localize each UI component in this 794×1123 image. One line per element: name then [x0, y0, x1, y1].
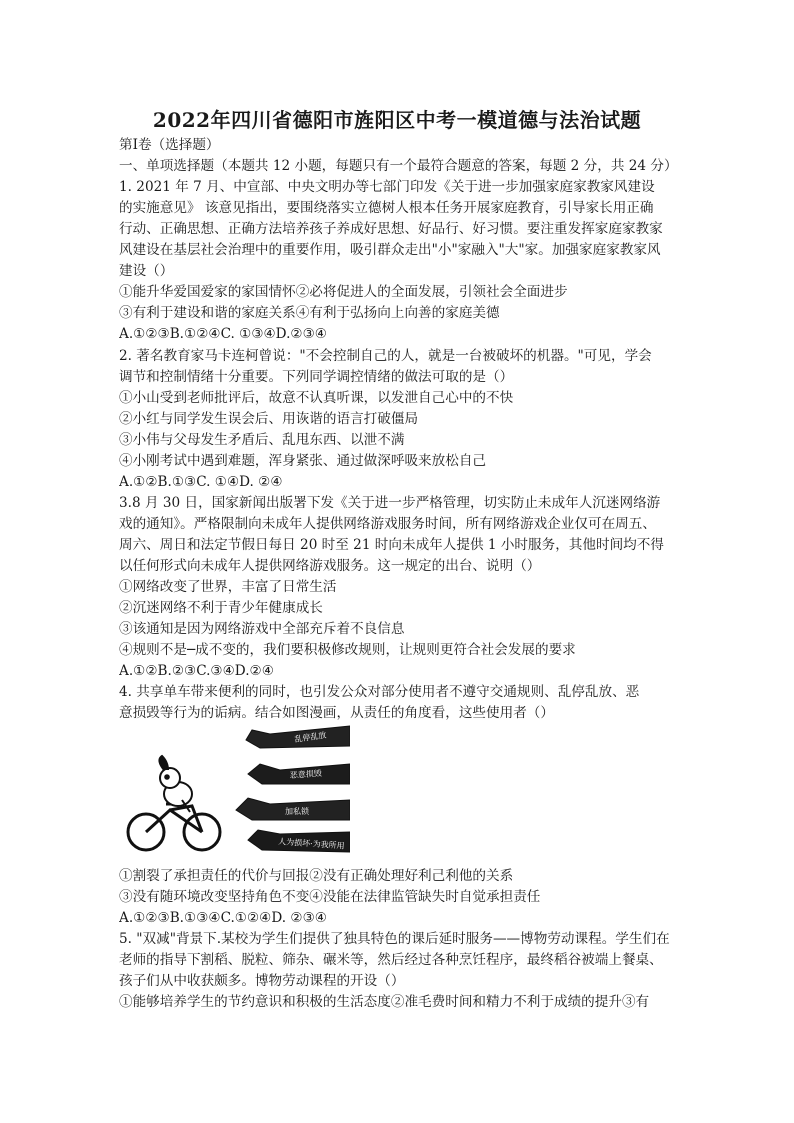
q2-option: ③小伟与父母发生矛盾后、乱甩东西、以泄不满	[119, 432, 405, 448]
shared-bike-cartoon	[120, 720, 350, 860]
arm-label-4: 人为损坏·为我所用	[277, 837, 345, 851]
q2-option: ①小山受到老师批评后，故意不认真听课，以发泄自己心中的不快	[119, 390, 514, 406]
question-4	[119, 682, 689, 724]
q2-line: 调节和控制情绪十分重要。下列同学调控情绪的做法可取的是（）	[119, 369, 514, 385]
q4-line: 4. 共享单车带来便利的同时，也引发公众对部分使用者不遵守交通规则、乱停乱放、恶	[119, 684, 640, 700]
question-4-options	[119, 866, 689, 929]
q5-line: 孩子们从中收获颇多。博物劳动课程的开设（）	[119, 973, 405, 989]
q3-line: 3.8 月 30 日，国家新闻出版署下发《关于进一步严格管理，切实防止未成年人沉迷网络游	[119, 495, 661, 511]
q1-option: ③有利于建设和谐的家庭关系④有利于弘扬向上向善的家庭美德	[119, 305, 500, 321]
q5-line: ①能够培养学生的节约意识和积极的生活态度②准毛费时间和精力不利于成绩的提升③有	[119, 994, 650, 1010]
q3-answers: A.①②B.②③C.③④D.②④	[119, 663, 274, 679]
q3-option: ④规则不是─成不变的，我们要积极修改规则，让规则更符合社会发展的要求	[119, 642, 576, 658]
q1-option: ①能升华爱国爱家的家国情怀②必将促进人的全面发展，引领社会全面进步	[119, 284, 568, 300]
q3-line: 以任何形式向未成年人提供网络游戏服务。这一规定的出台、说明（）	[119, 558, 541, 574]
bicycle	[128, 804, 220, 850]
q1-line: 风建设在基层社会治理中的重要作用，吸引群众走出"小"家融入"大"家。加强家庭家教家风	[119, 242, 661, 258]
q3-option: ③该通知是因为网络游戏中全部充斥着不良信息	[119, 621, 405, 637]
q3-option: ①网络改变了世界，丰富了日常生活	[119, 579, 337, 595]
section-heading: 第Ⅰ卷（选择题）	[119, 137, 220, 153]
q1-line: 行动、正确思想、正确方法培养孩子养成好思想、好品行、好习惯。要注重发挥家庭家教家	[119, 221, 663, 237]
rider	[159, 756, 192, 812]
arm-label-1: 乱停乱放	[294, 730, 327, 744]
q2-answers: A.①②B.①③C. ①④D. ②④	[119, 474, 283, 490]
question-5	[119, 929, 689, 1013]
q3-line: 戏的通知》。严格限制向未成年人提供网络游戏服务时间，所有网络游戏企业仅可在周五、	[119, 516, 656, 532]
q5-line: 老师的指导下割稻、脱粒、筛杂、碾米等，然后经过各种烹饪程序，最终稻谷被端上餐桌、	[119, 952, 663, 968]
q1-answers: A.①②③B.①②④C. ①③④D.②③④	[119, 326, 327, 342]
q3-option: ②沉迷网络不利于青少年健康成长	[119, 600, 323, 616]
q2-line: 2. 著名教育家马卡连柯曾说："不会控制自己的人，就是一台被破坏的机器。"可见，学会	[119, 348, 652, 364]
q2-option: ②小红与同学发生误会后、用诙谐的语言打破僵局	[119, 411, 419, 427]
question-2	[119, 346, 689, 493]
q5-line: 5. "双减"背景下.某校为学生们提供了独具特色的课后延时服务——博物劳动课程。学生们在	[119, 931, 670, 947]
q3-line: 周六、周日和法定节假日每日 20 时至 21 时向未成年人提供 1 小时服务，其他时间均不得	[119, 537, 664, 553]
q1-line: 的实施意见》 该意见指出，要围绕落实立德树人根本任务开展家庭教育，引导家长用正确	[119, 200, 654, 216]
q4-line: 意损毁等行为的诟病。结合如图漫画，从责任的角度看，这些使用者（）	[119, 705, 554, 721]
q4-answers: A.①②③B.①③④C.①②④D. ②③④	[119, 910, 327, 926]
question-3	[119, 493, 689, 682]
section-one	[119, 135, 689, 345]
q4-option: ①割裂了承担责任的代价与回报②没有正确处理好利己利他的关系	[119, 868, 514, 884]
instructions: 一、单项选择题（本题共 12 小题，每题只有一个最符合题意的答案，每题 2 分，共 24 分）	[119, 158, 678, 174]
exam-title: 2022年四川省德阳市旌阳区中考一模道德与法治试题	[152, 108, 642, 132]
q4-option: ③没有随环境改变坚持角色不变④没能在法律监管缺失时自觉承担责任	[119, 889, 541, 905]
arm-label-2: 恶意损毁	[289, 768, 323, 780]
arm-label-3: 加私锁	[285, 807, 309, 816]
q1-line: 建设（）	[119, 263, 174, 279]
q1-line: 1. 2021 年 7 月、中宣部、中央文明办等七部门印发《关于进一步加强家庭家教家风建设	[119, 179, 655, 195]
q2-option: ④小刚考试中遇到难题，浑身紧张、通过做深呼吸来放松自己	[119, 453, 487, 469]
